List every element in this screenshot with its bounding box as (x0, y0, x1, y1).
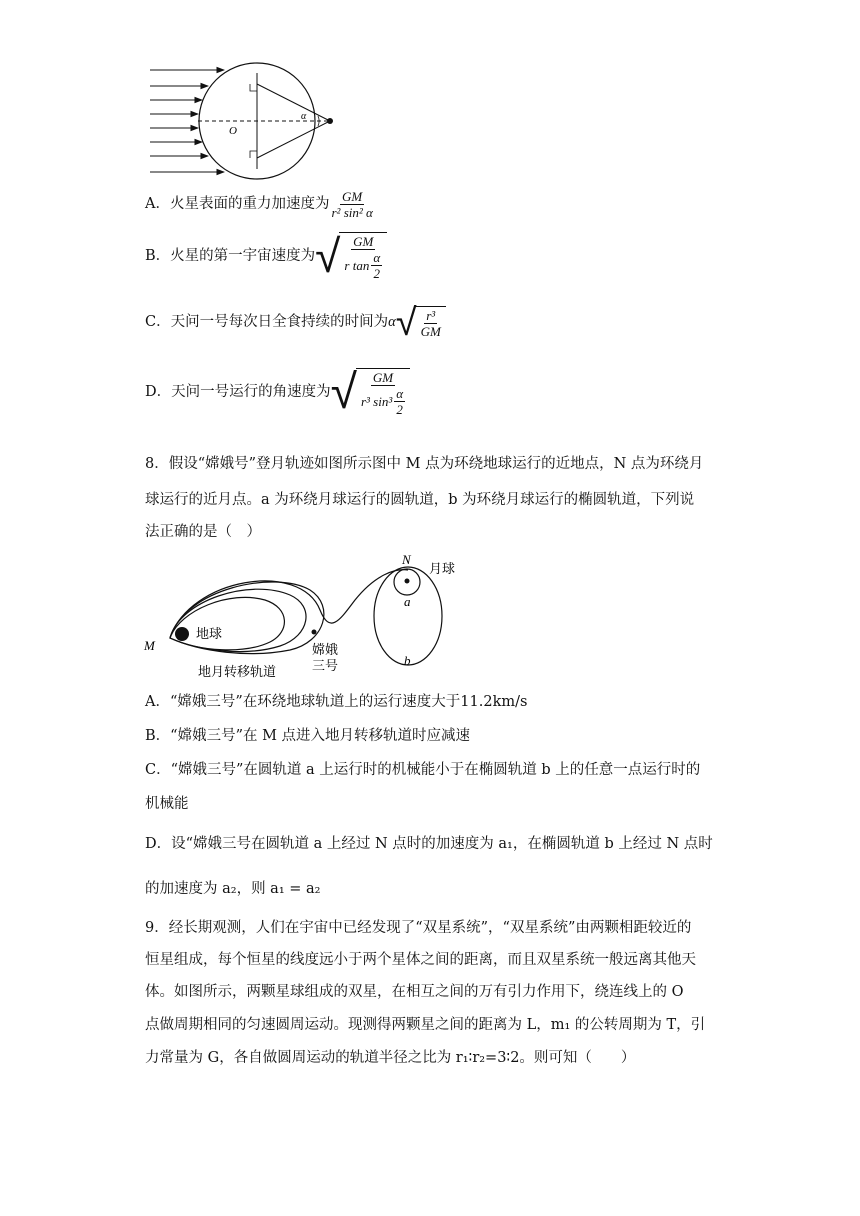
label-M: M (144, 638, 155, 653)
q7-option-d-text: D．天问一号运行的角速度为 (145, 384, 331, 400)
q7-option-c-text: C．天问一号每次日全食持续的时间为 (145, 314, 389, 330)
q8-option-c-line2: 机械能 (145, 796, 189, 812)
q7-option-a-text: A．火星表面的重力加速度为 (145, 196, 330, 212)
q7-option-b-formula: √ GM r tan $\frac{\alpha}{2}$ (315, 232, 387, 281)
q8-stem-line1: 8．假设“嫦娥号”登月轨迹如图所示图中 M 点为环绕地球运行的近地点，N 点为环绕月 (145, 456, 704, 472)
label-alpha: α (301, 111, 307, 122)
q7-option-c-formula: √ $\frac{\text{r³}}{GM}$ (396, 303, 446, 341)
q7-option-d-formula: √ GM r³ sin³ $\frac{\alpha}{2}$ (331, 368, 410, 417)
label-change3-line1: 嫦娥 (312, 642, 339, 657)
label-moon: 月球 (429, 561, 456, 576)
q9-stem-line5: 力常量为 G，各自做圆周运动的轨道半径之比为 r₁∶r₂=3∶2。则可知（ ） (145, 1050, 636, 1066)
q7-option-c[interactable] (145, 302, 446, 342)
label-O: O (229, 125, 237, 137)
label-change3-line2: 三号 (312, 658, 339, 673)
q7-option-a-formula: $\frac{GM}{\text{r² sin² α}}$ (331, 188, 373, 220)
q7-option-a[interactable] (145, 186, 375, 222)
label-a: a (404, 594, 411, 609)
q7-option-b-text: B．火星的第一宇宙速度为 (145, 248, 316, 264)
q9-stem-line2: 恒星组成，每个恒星的线度远小于两个星体之间的距离，而且双星系统一般远离其他天 (145, 952, 696, 968)
q9-stem-line1: 9．经长期观测，人们在宇宙中已经发现了“双星系统”，“双星系统”由两颗相距较近的 (145, 920, 692, 936)
q7-option-c-coef: α (388, 314, 396, 330)
q8-stem-line2: 球运行的近月点。a 为环绕月球运行的圆轨道，b 为环绕月球运行的椭圆轨道，下列说 (145, 492, 695, 508)
moon-dot (405, 579, 410, 584)
figure-mars-shadow (140, 60, 350, 182)
q8-option-b[interactable]: B．“嫦娥三号”在 M 点进入地月转移轨道时应减速 (145, 728, 471, 744)
q8-option-d-line1[interactable]: D．设“嫦娥三号在圆轨道 a 上经过 N 点时的加速度为 a₁，在椭圆轨道 b 上经过 N 点时 (145, 836, 713, 852)
q8-option-d-line2: 的加速度为 a₂，则 a₁ = a₂ (145, 881, 321, 897)
q9-stem-line4: 点做周期相同的匀速圆周运动。现测得两颗星之间的距离为 L，m₁ 的公转周期为 T，引 (145, 1017, 706, 1033)
label-transfer-orbit: 地月转移轨道 (198, 664, 277, 679)
q8-option-a[interactable]: A．“嫦娥三号”在环绕地球轨道上的运行速度大于11.2km/s (145, 694, 528, 710)
label-N: N (402, 552, 411, 567)
q8-option-c-line1[interactable]: C．“嫦娥三号”在圆轨道 a 上运行时的机械能小于在椭圆轨道 b 上的任意一点运行时的 (145, 762, 701, 778)
q8-stem-line3: 法正确的是（ ） (145, 524, 261, 540)
figure-earth-moon-orbit (140, 550, 470, 685)
q7-option-d[interactable] (145, 362, 410, 422)
q7-option-b[interactable] (145, 228, 387, 284)
label-earth: 地球 (196, 626, 223, 641)
spacecraft-dot (327, 118, 333, 124)
label-b: b (404, 653, 411, 668)
change3-dot (312, 630, 317, 635)
q9-stem-line3: 体。如图所示，两颗星球组成的双星，在相互之间的万有引力作用下，绕连线上的 O (145, 984, 684, 1000)
earth-dot (175, 627, 189, 641)
